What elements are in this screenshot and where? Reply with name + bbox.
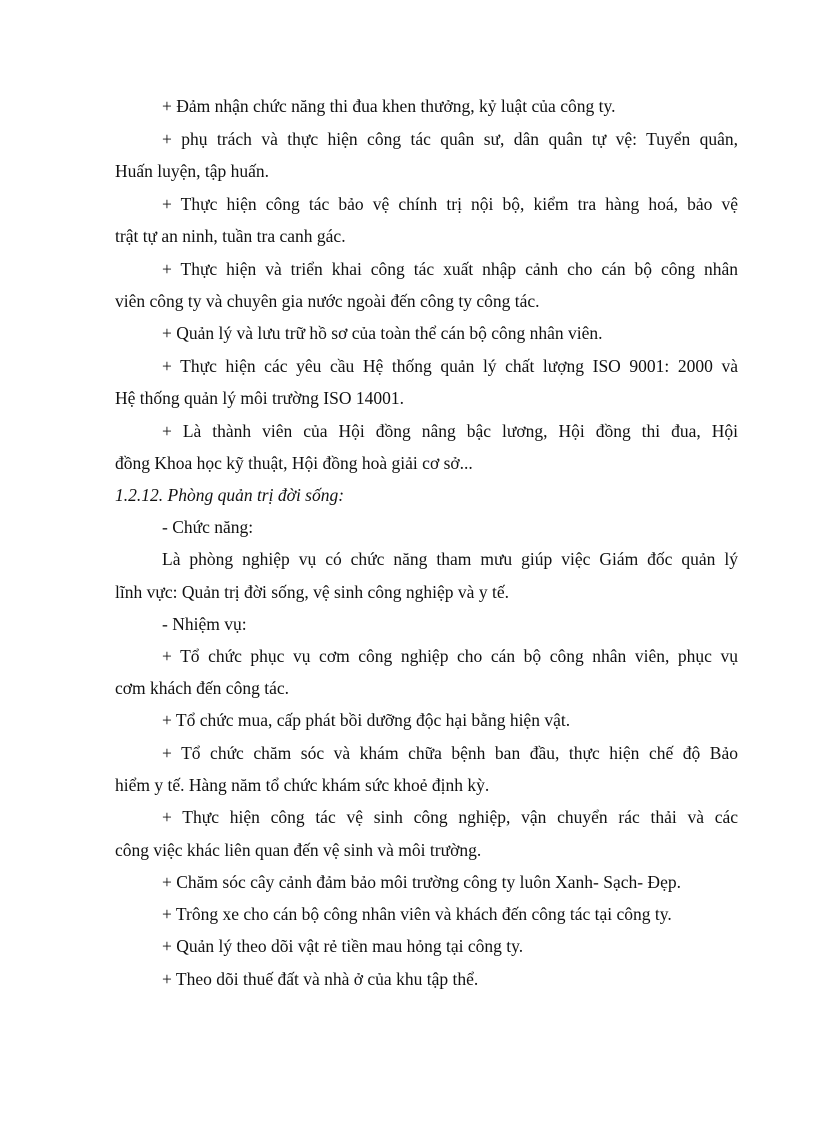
paragraph-line: công việc khác liên quan đến vệ sinh và môi trường.	[115, 840, 482, 860]
paragraph-line: + Quản lý và lưu trữ hồ sơ của toàn thể cán bộ công nhân viên.	[162, 323, 603, 343]
paragraph-line: + Thực hiện các yêu cầu Hệ thống quản lý chất lượng ISO 9001: 2000 và	[162, 356, 738, 376]
paragraph-line: + Thực hiện công tác vệ sinh công nghiệp, vận chuyển rác thải và các	[162, 807, 738, 827]
paragraph-line: + Tổ chức mua, cấp phát bồi dưỡng độc hại bằng hiện vật.	[162, 710, 571, 730]
paragraph-line: viên công ty và chuyên gia nước ngoài đến công ty công tác.	[115, 291, 540, 311]
section-heading: 1.2.12. Phòng quản trị đời sống:	[115, 485, 345, 505]
paragraph-line: + Thực hiện và triển khai công tác xuất nhập cảnh cho cán bộ công nhân	[162, 259, 738, 279]
paragraph-line: cơm khách đến công tác.	[115, 678, 289, 698]
paragraph-line: trật tự an ninh, tuần tra canh gác.	[115, 226, 346, 246]
paragraph-line: hiểm y tế. Hàng năm tổ chức khám sức khoẻ định kỳ.	[115, 775, 490, 795]
paragraph-line: lĩnh vực: Quản trị đời sống, vệ sinh công nghiệp và y tế.	[115, 582, 509, 602]
paragraph-line: + Thực hiện công tác bảo vệ chính trị nội bộ, kiểm tra hàng hoá, bảo vệ	[162, 194, 738, 214]
paragraph-line: + Tổ chức phục vụ cơm công nghiệp cho cán bộ công nhân viên, phục vụ	[162, 646, 738, 666]
subheading-line: - Chức năng:	[162, 517, 254, 537]
subheading-line: - Nhiệm vụ:	[162, 614, 247, 634]
paragraph-line: Là phòng nghiệp vụ có chức năng tham mưu giúp việc Giám đốc quản lý	[162, 549, 738, 569]
paragraph-line: + phụ trách và thực hiện công tác quân sư, dân quân tự vệ: Tuyển quân,	[162, 129, 738, 149]
paragraph-line: Huấn luyện, tập huấn.	[115, 161, 270, 181]
paragraph-line: + Quản lý theo dõi vật rẻ tiền mau hỏng tại công ty.	[162, 936, 524, 956]
paragraph-line: + Theo dõi thuế đất và nhà ở của khu tập thể.	[162, 969, 479, 989]
paragraph-line: + Đảm nhận chức năng thi đua khen thưởng, kỷ luật của công ty.	[162, 96, 616, 116]
paragraph-line: + Trông xe cho cán bộ công nhân viên và khách đến công tác tại công ty.	[162, 904, 672, 924]
paragraph-line: + Chăm sóc cây cảnh đảm bảo môi trường công ty luôn Xanh- Sạch- Đẹp.	[162, 872, 681, 892]
paragraph-line: Hệ thống quản lý môi trường ISO 14001.	[115, 388, 404, 408]
paragraph-line: đồng Khoa học kỹ thuật, Hội đồng hoà giải cơ sở...	[115, 453, 473, 473]
paragraph-line: + Tổ chức chăm sóc và khám chữa bệnh ban đầu, thực hiện chế độ Bảo	[162, 743, 738, 763]
paragraph-line: + Là thành viên của Hội đồng nâng bậc lương, Hội đồng thi đua, Hội	[162, 421, 738, 441]
